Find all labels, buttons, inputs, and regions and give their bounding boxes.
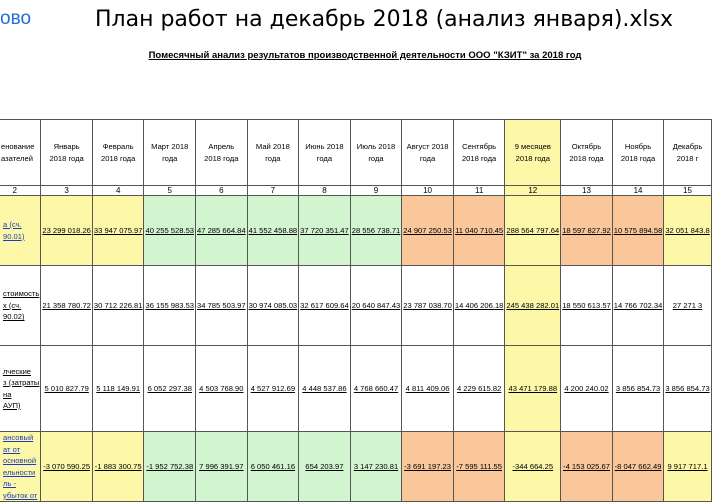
header-cell[interactable]: Июнь 2018 года bbox=[299, 120, 351, 186]
row-label[interactable]: лческие з (затраты на АУП) bbox=[0, 346, 41, 432]
table-row-revenue bbox=[0, 196, 711, 266]
table-cell[interactable]: 30 974 085.03 bbox=[247, 266, 299, 346]
table-cell[interactable]: 36 155 983.53 bbox=[144, 266, 196, 346]
header-cell[interactable]: Ноябрь 2018 года bbox=[612, 120, 664, 186]
table-cell[interactable]: 11 040 710.45 bbox=[453, 196, 505, 266]
table-row-cost bbox=[0, 266, 711, 346]
table-cell[interactable]: 40 255 528.53 bbox=[144, 196, 196, 266]
table-cell[interactable]: 37 720 351.47 bbox=[299, 196, 351, 266]
table-cell[interactable]: 23 787 038.70 bbox=[402, 266, 454, 346]
table-cell[interactable]: 4 229 615.82 bbox=[453, 346, 505, 432]
header-cell[interactable]: 9 месяцев 2018 года bbox=[505, 120, 561, 186]
column-number-cell[interactable]: 7 bbox=[247, 186, 299, 196]
table-cell[interactable]: 654 203.97 bbox=[299, 432, 351, 502]
table-cell[interactable]: 4 200 240.02 bbox=[561, 346, 613, 432]
column-number-cell[interactable]: 6 bbox=[196, 186, 248, 196]
table-cell[interactable]: 4 448 537.86 bbox=[299, 346, 351, 432]
back-button[interactable]: ово bbox=[0, 8, 32, 29]
table-cell[interactable]: 7 996 391.97 bbox=[196, 432, 248, 502]
table-cell[interactable]: 4 768 660.47 bbox=[350, 346, 402, 432]
sheet-title: Помесячный анализ результатов производственной деятельности ООО "КЗИТ" за 2018 год bbox=[148, 50, 582, 61]
table-cell[interactable]: 30 712 226.81 bbox=[92, 266, 144, 346]
column-number-cell[interactable]: 13 bbox=[561, 186, 613, 196]
column-number-cell[interactable]: 14 bbox=[612, 186, 664, 196]
table-cell[interactable]: -344 664.25 bbox=[505, 432, 561, 502]
table-cell[interactable]: 32 617 609.64 bbox=[299, 266, 351, 346]
table-cell[interactable]: 24 907 250.53 bbox=[402, 196, 454, 266]
spreadsheet-table bbox=[0, 119, 712, 502]
row-label[interactable]: стоимость х (сч. 90.02) bbox=[0, 266, 41, 346]
table-cell[interactable]: 9 917 717.1 bbox=[664, 432, 711, 502]
header-cell[interactable]: Март 2018 года bbox=[144, 120, 196, 186]
table-cell[interactable]: 3 856 854.73 bbox=[664, 346, 711, 432]
table-cell[interactable]: 4 503 768.90 bbox=[196, 346, 248, 432]
table-cell[interactable]: 14 766 702.34 bbox=[612, 266, 664, 346]
header-cell[interactable]: Апрель 2018 года bbox=[196, 120, 248, 186]
table-cell[interactable]: 41 552 458.88 bbox=[247, 196, 299, 266]
column-number-cell[interactable]: 11 bbox=[453, 186, 505, 196]
header-cell-name[interactable]: енование азателей bbox=[0, 120, 41, 186]
table-cell[interactable]: 6 050 461.16 bbox=[247, 432, 299, 502]
row-label[interactable]: а (сч. 90.01) bbox=[0, 196, 41, 266]
column-number-row bbox=[0, 186, 711, 196]
table-cell[interactable]: -1 952 752.38 bbox=[144, 432, 196, 502]
table-cell[interactable]: -8 047 662.49 bbox=[612, 432, 664, 502]
table-cell[interactable]: -4 153 025.67 bbox=[561, 432, 613, 502]
header-cell[interactable]: Февраль 2018 года bbox=[92, 120, 144, 186]
table-cell[interactable]: 3 856 854.73 bbox=[612, 346, 664, 432]
column-number-cell[interactable]: 12 bbox=[505, 186, 561, 196]
table-cell[interactable]: 10 575 894.58 bbox=[612, 196, 664, 266]
header-row bbox=[0, 120, 711, 186]
table-cell[interactable]: 21 358 780.72 bbox=[41, 266, 93, 346]
header-cell[interactable]: Июль 2018 года bbox=[350, 120, 402, 186]
column-number-cell[interactable]: 3 bbox=[41, 186, 93, 196]
table-cell[interactable]: -3 070 590.25 bbox=[41, 432, 93, 502]
table-cell[interactable]: -7 595 111.55 bbox=[453, 432, 505, 502]
table-cell[interactable]: 32 051 843.8 bbox=[664, 196, 711, 266]
table-cell[interactable]: 33 947 075.97 bbox=[92, 196, 144, 266]
column-number-cell[interactable]: 2 bbox=[0, 186, 41, 196]
table-cell[interactable]: 34 785 503.97 bbox=[196, 266, 248, 346]
table-cell[interactable]: -3 691 197.23 bbox=[402, 432, 454, 502]
table-cell[interactable]: 5 118 149.91 bbox=[92, 346, 144, 432]
table-cell[interactable]: 3 147 230.81 bbox=[350, 432, 402, 502]
header-cell[interactable]: Декабрь 2018 г bbox=[664, 120, 711, 186]
table-cell[interactable]: 43 471 179.88 bbox=[505, 346, 561, 432]
table-cell[interactable]: 18 550 613.57 bbox=[561, 266, 613, 346]
column-number-cell[interactable]: 10 bbox=[402, 186, 454, 196]
table-cell[interactable]: 23 299 018.26 bbox=[41, 196, 93, 266]
header-cell[interactable]: Май 2018 года bbox=[247, 120, 299, 186]
table-cell[interactable]: 14 406 206.18 bbox=[453, 266, 505, 346]
title-bar bbox=[0, 0, 720, 44]
row-label[interactable]: ансовый ат от основной ельности ль - убыток от bbox=[0, 432, 41, 502]
column-number-cell[interactable]: 5 bbox=[144, 186, 196, 196]
table-cell[interactable]: 6 052 297.38 bbox=[144, 346, 196, 432]
document-title: План работ на декабрь 2018 (анализ января).xlsx bbox=[95, 7, 674, 32]
table-cell[interactable]: 20 640 847.43 bbox=[350, 266, 402, 346]
table-row-admin-expenses bbox=[0, 346, 711, 432]
table-cell[interactable]: 288 564 797.64 bbox=[505, 196, 561, 266]
table-cell[interactable]: 47 285 664.84 bbox=[196, 196, 248, 266]
column-number-cell[interactable]: 4 bbox=[92, 186, 144, 196]
table-cell[interactable]: 18 597 827.92 bbox=[561, 196, 613, 266]
table-cell[interactable]: 5 010 827.79 bbox=[41, 346, 93, 432]
table-cell[interactable]: 4 811 409.06 bbox=[402, 346, 454, 432]
header-cell[interactable]: Октябрь 2018 года bbox=[561, 120, 613, 186]
header-cell[interactable]: Август 2018 года bbox=[402, 120, 454, 186]
header-cell[interactable]: Сентябрь 2018 года bbox=[453, 120, 505, 186]
table-cell[interactable]: 245 438 282.01 bbox=[505, 266, 561, 346]
column-number-cell[interactable]: 8 bbox=[299, 186, 351, 196]
table-cell[interactable]: 4 527 912.69 bbox=[247, 346, 299, 432]
table-cell[interactable]: -1 883 300.75 bbox=[92, 432, 144, 502]
column-number-cell[interactable]: 9 bbox=[350, 186, 402, 196]
header-cell[interactable]: Январь 2018 года bbox=[41, 120, 93, 186]
table-row-financial-result bbox=[0, 432, 711, 502]
table-cell[interactable]: 27 271 3 bbox=[664, 266, 711, 346]
column-number-cell[interactable]: 15 bbox=[664, 186, 711, 196]
table-cell[interactable]: 28 556 738.71 bbox=[350, 196, 402, 266]
